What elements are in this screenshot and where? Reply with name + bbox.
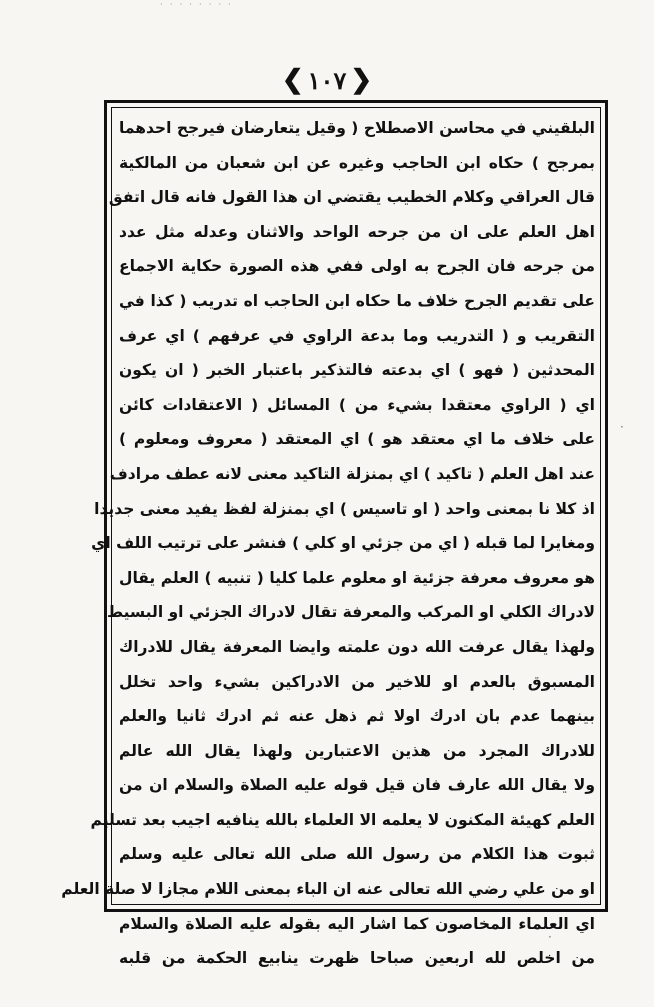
text-line: ولهذا يقال عرفت الله دون علمته وايضا المعرفة يقال للادراك bbox=[119, 637, 595, 656]
text-line: ولا يقال الله عارف فان قيل قوله عليه الصلاة والسلام ان من bbox=[119, 776, 595, 795]
text-line: التقريب و ( التدريب وما بدعة الراوي في عرفهم ) اي عرف bbox=[119, 326, 595, 345]
text-line: العلم كهيئة المكنون لا يعلمه الا العلماء بالله ينافيه اجيب بعد تسليم bbox=[90, 810, 595, 829]
page-number-ornament bbox=[282, 65, 372, 95]
scan-noise: · · · · · · · · bbox=[160, 0, 233, 10]
page-text bbox=[61, 111, 595, 968]
text-line: على خلاف ما اي معتقد هو ) اي المعتقد ( معروف ومعلوم ) bbox=[119, 430, 595, 449]
text-line: اي العلماء المخاصون كما اشار اليه بقوله عليه الصلاة والسلام bbox=[119, 914, 595, 933]
text-line: المحدثين ( فهو ) اي بدعته فالتذكير باعتبار الخبر ( ان يكون bbox=[119, 361, 595, 380]
margin-mark: · bbox=[620, 420, 624, 434]
text-line: للادراك المجرد من هذين الاعتبارين ولهذا يقال الله عالم bbox=[119, 741, 595, 760]
page-header bbox=[0, 60, 654, 100]
ornament-right-icon: ❯ bbox=[350, 65, 373, 95]
text-line: البلقيني في محاسن الاصطلاح ( وقيل يتعارضان فيرجح احدهما bbox=[119, 119, 595, 137]
text-line: المسبوق بالعدم او للاخير من الادراكين بشيء واحد تخلل bbox=[119, 672, 595, 691]
text-line: من جرحه فان الجرح به اولى ففي هذه الصورة حكاية الاجماع bbox=[119, 257, 595, 276]
text-line: ومغايرا لما قبله ( اي من جزئي او كلي ) فنشر على ترتيب اللف اي bbox=[91, 534, 595, 553]
text-line: بمرجح ) حكاه ابن الحاجب وغيره عن ابن شعبان من المالكية bbox=[119, 153, 595, 172]
text-frame bbox=[61, 100, 608, 968]
text-line: قال العراقي وكلام الخطيب يقتضي ان هذا القول فانه قال اتفق bbox=[108, 188, 595, 207]
text-line: من اخلص لله اربعين صباحا ظهرت ينابيع الحكمة من قلبه bbox=[119, 949, 595, 968]
page-number: ١٠٧ bbox=[307, 65, 347, 95]
text-line: بينهما عدم بان ادرك اولا ثم ذهل عنه ثم ادرك ثانيا والعلم bbox=[119, 707, 595, 726]
ornament-left-icon: ❮ bbox=[281, 65, 304, 95]
text-line: ثبوت هذا الكلام من رسول الله صلى الله تعالى عليه وسلم bbox=[119, 845, 595, 864]
text-line: على تقديم الجرح خلاف ما حكاه ابن الحاجب اه تدريب ( كذا في bbox=[119, 291, 595, 310]
text-line: او من علي رضي الله تعالى عنه ان الباء بمعنى اللام مجازا لا صلة العلم bbox=[61, 880, 595, 899]
text-line: لادراك الكلي او المركب والمعرفة تقال لادراك الجزئي او البسيط bbox=[106, 603, 595, 622]
text-line: اذ كلا نا بمعنى واحد ( او تاسيس ) اي بمنزلة لفظ يفيد معنى جديدا bbox=[94, 499, 595, 518]
text-line: اي ( الراوي معتقدا بشيء من ) المسائل ( الاعتقادات كائن bbox=[119, 395, 595, 414]
margin-mark: · bbox=[548, 930, 552, 944]
text-line: عند اهل العلم ( تاكيد ) اي بمنزلة التاكيد معنى لانه عطف مرادف bbox=[109, 464, 595, 483]
text-line: اهل العلم على ان من جرحه الواحد والاثنان وعدله مثل عدد bbox=[119, 222, 595, 241]
text-line: هو معروف معرفة جزئية او معلوم علما كليا ( تنبيه ) العلم يقال bbox=[119, 568, 595, 587]
